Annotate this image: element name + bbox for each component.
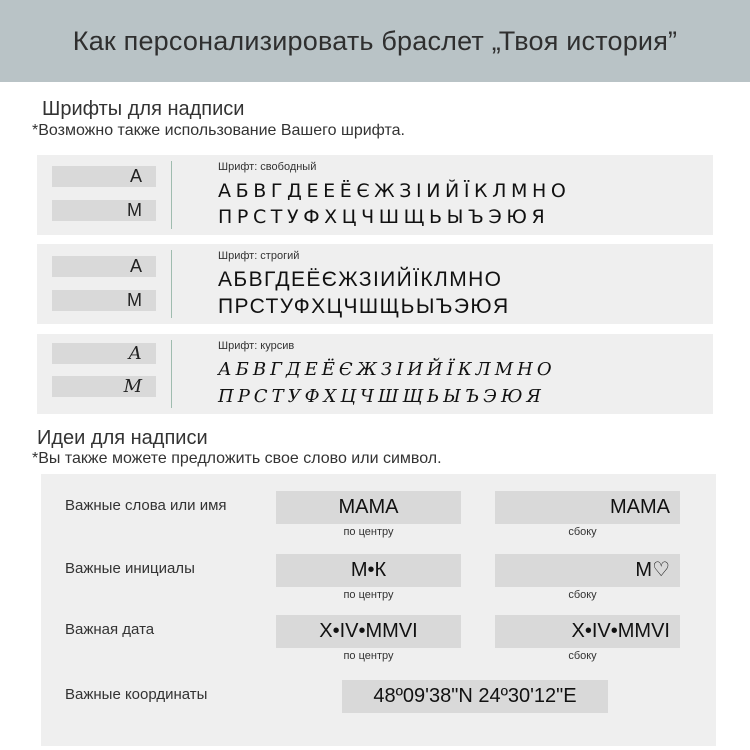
caption-side: сбоку [568, 650, 597, 662]
divider [171, 161, 172, 229]
engraving-side-initials: М♡ [495, 554, 680, 587]
caption-center: по центру [343, 650, 394, 662]
ideas-section-title: Идеи для надписи [37, 427, 208, 449]
font-panel-strict [37, 244, 713, 324]
font-panel-free [37, 155, 713, 235]
font-label: Шрифт: строгий [218, 250, 300, 262]
font-sample-lower: М [52, 200, 156, 221]
alphabet-row-1: АБВГДЕЁЄЖЗІИЙЇКЛМНО [218, 359, 556, 380]
divider [171, 250, 172, 318]
alphabet-row-1: АБВГДЕЁЄЖЗІИЙЇКЛМНО [218, 268, 503, 291]
page-header [0, 0, 750, 82]
idea-label-words: Важные слова или имя [65, 497, 227, 514]
font-sample-upper: А [52, 343, 156, 364]
engraving-center-words: МАМА [276, 491, 461, 524]
font-sample-lower: М [52, 290, 156, 311]
font-label: Шрифт: свободный [218, 161, 317, 173]
caption-center: по центру [343, 526, 394, 538]
engraving-side-words: МАМА [495, 491, 680, 524]
alphabet-row-2: ПРСТУФХЦЧШЩЬЫЪЭЮЯ [218, 295, 510, 318]
fonts-section-note: *Возможно также использование Вашего шрифта. [32, 122, 405, 139]
caption-center: по центру [343, 589, 394, 601]
font-label: Шрифт: курсив [218, 340, 295, 352]
ideas-panel [41, 474, 716, 746]
font-sample-lower: М [52, 376, 156, 397]
font-sample-upper: А [52, 166, 156, 187]
font-panel-cursive [37, 334, 713, 414]
alphabet-row-1: АБВГДЕЕЁЄЖЗІИЙЇКЛМНО [218, 180, 571, 202]
idea-label-initials: Важные инициалы [65, 560, 195, 577]
idea-label-date: Важная дата [65, 621, 155, 638]
caption-side: сбоку [568, 589, 597, 601]
alphabet-row-2: ПРСТУФХЦЧШЩЬЫЪЭЮЯ [218, 386, 545, 407]
alphabet-row-2: ПРСТУФХЦЧШЩЬЫЪЭЮЯ [218, 206, 550, 228]
divider [171, 340, 172, 408]
font-sample-upper: А [52, 256, 156, 277]
idea-label-coordinates: Важные координаты [65, 686, 208, 703]
engraving-center-initials: М•К [276, 554, 461, 587]
caption-side: сбоку [568, 526, 597, 538]
page-title: Как персонализировать браслет „Твоя история” [72, 25, 678, 56]
engraving-coordinates: 48º09'38"N 24º30'12"E [342, 680, 608, 713]
engraving-center-date: X•IV•MMVI [276, 615, 461, 648]
fonts-section-title: Шрифты для надписи [42, 98, 245, 120]
ideas-section-note: *Вы также можете предложить свое слово или символ. [32, 450, 442, 467]
engraving-side-date: X•IV•MMVI [495, 615, 680, 648]
